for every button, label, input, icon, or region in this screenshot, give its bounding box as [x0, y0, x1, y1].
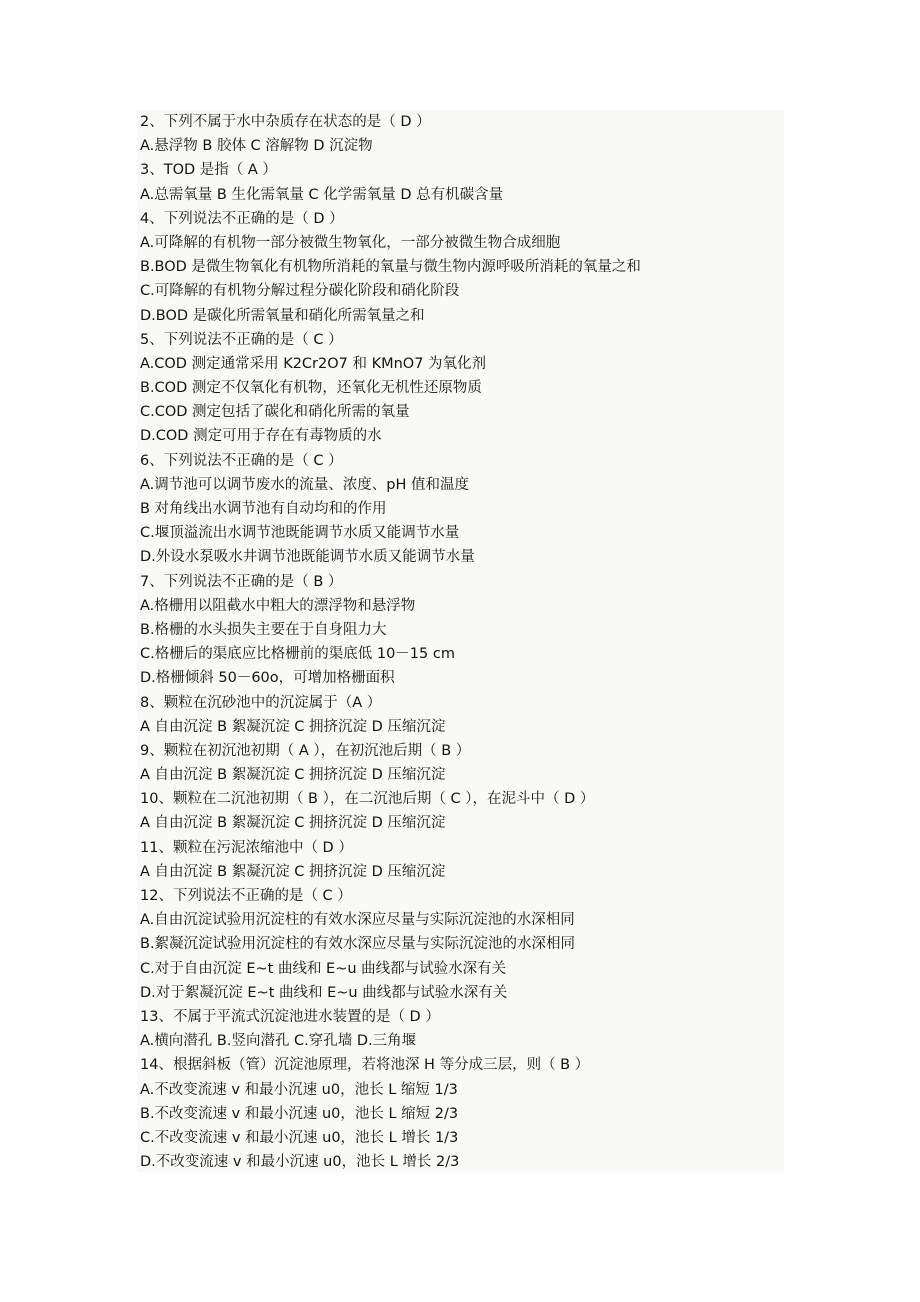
document-line: A 自由沉淀 B 絮凝沉淀 C 拥挤沉淀 D 压缩沉淀 [140, 718, 446, 735]
document-line: 8、颗粒在沉砂池中的沉淀属于（A ） [140, 694, 382, 711]
document-line: 6、下列说法不正确的是（ C ） [140, 452, 343, 469]
document-line: A.总需氧量 B 生化需氧量 C 化学需氧量 D 总有机碳含量 [140, 186, 504, 203]
document-line: C.COD 测定包括了碳化和硝化所需的氧量 [140, 404, 410, 421]
document-line: B 对角线出水调节池有自动均和的作用 [140, 501, 387, 517]
document-line: A.调节池可以调节废水的流量、浓度、pH 值和温度 [140, 476, 469, 493]
document-line: 4、下列说法不正确的是（ D ） [140, 210, 344, 227]
document-line: A.自由沉淀试验用沉淀柱的有效水深应尽量与实际沉淀池的水深相同 [140, 912, 575, 929]
document-line: D.外设水泵吸水井调节池既能调节水质又能调节水量 [140, 549, 475, 566]
document-line: 10、颗粒在二沉池初期（ B ），在二沉池后期（ C ），在泥斗中（ D ） [140, 791, 595, 808]
document-line: C.可降解的有机物分解过程分碳化阶段和硝化阶段 [140, 283, 460, 300]
document-line: D.COD 测定可用于存在有毒物质的水 [140, 428, 382, 445]
document-line: A.COD 测定通常采用 K2Cr2O7 和 KMnO7 为氧化剂 [140, 355, 487, 372]
document-body [140, 110, 780, 1174]
document-line: 3、TOD 是指（ A ） [140, 162, 277, 179]
document-line: C.堰顶溢流出水调节池既能调节水质又能调节水量 [140, 525, 460, 542]
document-line: 11、颗粒在污泥浓缩池中（ D ） [140, 839, 353, 856]
document-line: C.不改变流速 v 和最小沉速 u0，池长 L 增长 1/3 [140, 1129, 459, 1146]
document-line: B.格栅的水头损失主要在于自身阻力大 [140, 621, 387, 638]
document-line: A 自由沉淀 B 絮凝沉淀 C 拥挤沉淀 D 压缩沉淀 [140, 815, 446, 832]
document-line: 13、不属于平流式沉淀池进水装置的是（ D ） [140, 1008, 440, 1025]
document-line: A.可降解的有机物一部分被微生物氧化，一部分被微生物合成细胞 [140, 234, 561, 251]
document-line: 5、下列说法不正确的是（ C ） [140, 331, 343, 348]
document-line: C.格栅后的渠底应比格栅前的渠底低 10－15 cm [140, 646, 455, 663]
document-line: A 自由沉淀 B 絮凝沉淀 C 拥挤沉淀 D 压缩沉淀 [140, 863, 446, 880]
document-line: A.格栅用以阻截水中粗大的漂浮物和悬浮物 [140, 597, 416, 614]
document-line: D.格栅倾斜 50－60o，可增加格栅面积 [140, 670, 395, 687]
document-line: A.悬浮物 B 胶体 C 溶解物 D 沉淀物 [140, 138, 373, 155]
document-line: B.不改变流速 v 和最小沉速 u0，池长 L 缩短 2/3 [140, 1105, 459, 1122]
document-line: B.絮凝沉淀试验用沉淀柱的有效水深应尽量与实际沉淀池的水深相同 [140, 936, 576, 953]
document-line: 14、根据斜板（管）沉淀池原理，若将池深 H 等分成三层，则（ B ） [140, 1057, 590, 1074]
document-line: 7、下列说法不正确的是（ B ） [140, 573, 343, 590]
document-line: 2、下列不属于水中杂质存在状态的是（ D ） [140, 114, 431, 130]
document-line: C.对于自由沉淀 E~t 曲线和 E~u 曲线都与试验水深有关 [140, 960, 507, 977]
document-line: D.不改变流速 v 和最小沉速 u0，池长 L 增长 2/3 [140, 1154, 460, 1171]
document-line: A.不改变流速 v 和最小沉速 u0，池长 L 缩短 1/3 [140, 1081, 458, 1098]
document-line: 9、颗粒在初沉池初期（ A ），在初沉池后期（ B ） [140, 742, 471, 759]
document-line: B.COD 测定不仅氧化有机物，还氧化无机性还原物质 [140, 380, 482, 397]
document-line: B.BOD 是微生物氧化有机物所消耗的氧量与微生物内源呼吸所消耗的氧量之和 [140, 259, 641, 276]
document-line: D.BOD 是碳化所需氧量和硝化所需氧量之和 [140, 307, 425, 324]
document-line: A.横向潜孔 B.竖向潜孔 C.穿孔墙 D.三角堰 [140, 1033, 417, 1050]
document-line: A 自由沉淀 B 絮凝沉淀 C 拥挤沉淀 D 压缩沉淀 [140, 767, 446, 784]
document-line: D.对于絮凝沉淀 E~t 曲线和 E~u 曲线都与试验水深有关 [140, 984, 508, 1001]
document-line: 12、下列说法不正确的是（ C ） [140, 888, 352, 904]
